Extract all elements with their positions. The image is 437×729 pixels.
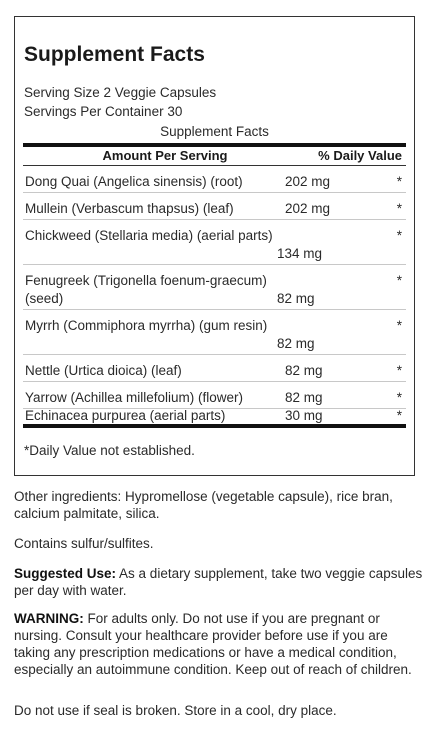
suggested-use (14, 565, 424, 599)
warning-label: WARNING: (14, 611, 84, 626)
ingredient-row-myrrh (23, 310, 406, 355)
ingredient-name: Chickweed (Stellaria media) (aerial parts) (25, 228, 273, 243)
servings-per-container: Servings Per Container 30 (24, 104, 183, 119)
ingredient-row-mullein (23, 193, 406, 220)
ingredient-amount: 82 mg (285, 390, 323, 405)
ingredient-row-dong-quai (23, 166, 406, 193)
ingredient-daily-value: * (396, 390, 402, 405)
ingredient-amount: 82 mg (277, 291, 315, 306)
ingredient-daily-value: * (396, 318, 402, 333)
panel-title: Supplement Facts (24, 43, 205, 66)
table-caption: Supplement Facts (160, 124, 269, 139)
ingredient-daily-value: * (396, 363, 402, 378)
suggested-use-label: Suggested Use: (14, 566, 117, 581)
ingredient-name: Fenugreek (Trigonella foenum-graecum) (seed) (25, 273, 267, 306)
ingredient-daily-value: * (396, 228, 402, 243)
ingredient-amount: 82 mg (277, 336, 315, 351)
ingredient-row-chickweed (23, 220, 406, 265)
ingredient-row-fenugreek (23, 265, 406, 310)
thick-divider (23, 143, 406, 147)
warning-text: For adults only. Do not use if you are pregnant or nursing. Consult your healthcare provider before use if you are taking any prescription medications or have a medical condition, especially an autoimmune condition. Keep out of reach of children. (14, 611, 412, 677)
ingredient-amount: 82 mg (285, 363, 323, 378)
ingredient-name: Mullein (Verbascum thapsus) (leaf) (25, 201, 234, 216)
ingredient-amount: 134 mg (277, 246, 323, 261)
storage-instructions: Do not use if seal is broken. Store in a cool, dry place. (14, 703, 337, 718)
warning (14, 610, 424, 678)
other-ingredients: Other ingredients: Hypromellose (vegetable capsule), rice bran, calcium palmitate, silica. (14, 489, 393, 521)
ingredient-amount: 30 mg (285, 408, 323, 423)
serving-size: Serving Size 2 Veggie Capsules (24, 85, 217, 100)
daily-value-footnote: *Daily Value not established. (24, 443, 195, 458)
ingredient-row-echinacea (23, 400, 406, 424)
ingredient-name: Echinacea purpurea (aerial parts) (25, 408, 226, 423)
ingredient-daily-value: * (396, 408, 402, 423)
bottom-thick-divider (23, 424, 406, 428)
supplement-facts-panel (14, 16, 415, 476)
ingredient-name: Nettle (Urtica dioica) (leaf) (25, 363, 182, 378)
ingredient-amount: 202 mg (285, 174, 331, 189)
ingredient-daily-value: * (396, 201, 402, 216)
ingredient-name: Dong Quai (Angelica sinensis) (root) (25, 174, 243, 189)
ingredient-row-nettle (23, 355, 406, 382)
ingredient-name: Yarrow (Achillea millefolium) (flower) (25, 390, 244, 405)
ingredient-daily-value: * (396, 174, 402, 189)
ingredient-daily-value: * (396, 273, 402, 288)
header-amount-per-serving: Amount Per Serving (102, 148, 228, 163)
ingredient-amount: 202 mg (285, 201, 331, 216)
ingredient-name: Myrrh (Commiphora myrrha) (gum resin) (25, 318, 268, 333)
contains-statement: Contains sulfur/sulfites. (14, 536, 154, 551)
suggested-use-text: As a dietary supplement, take two veggie capsules per day with water. (14, 566, 423, 598)
header-daily-value: % Daily Value (318, 148, 402, 163)
